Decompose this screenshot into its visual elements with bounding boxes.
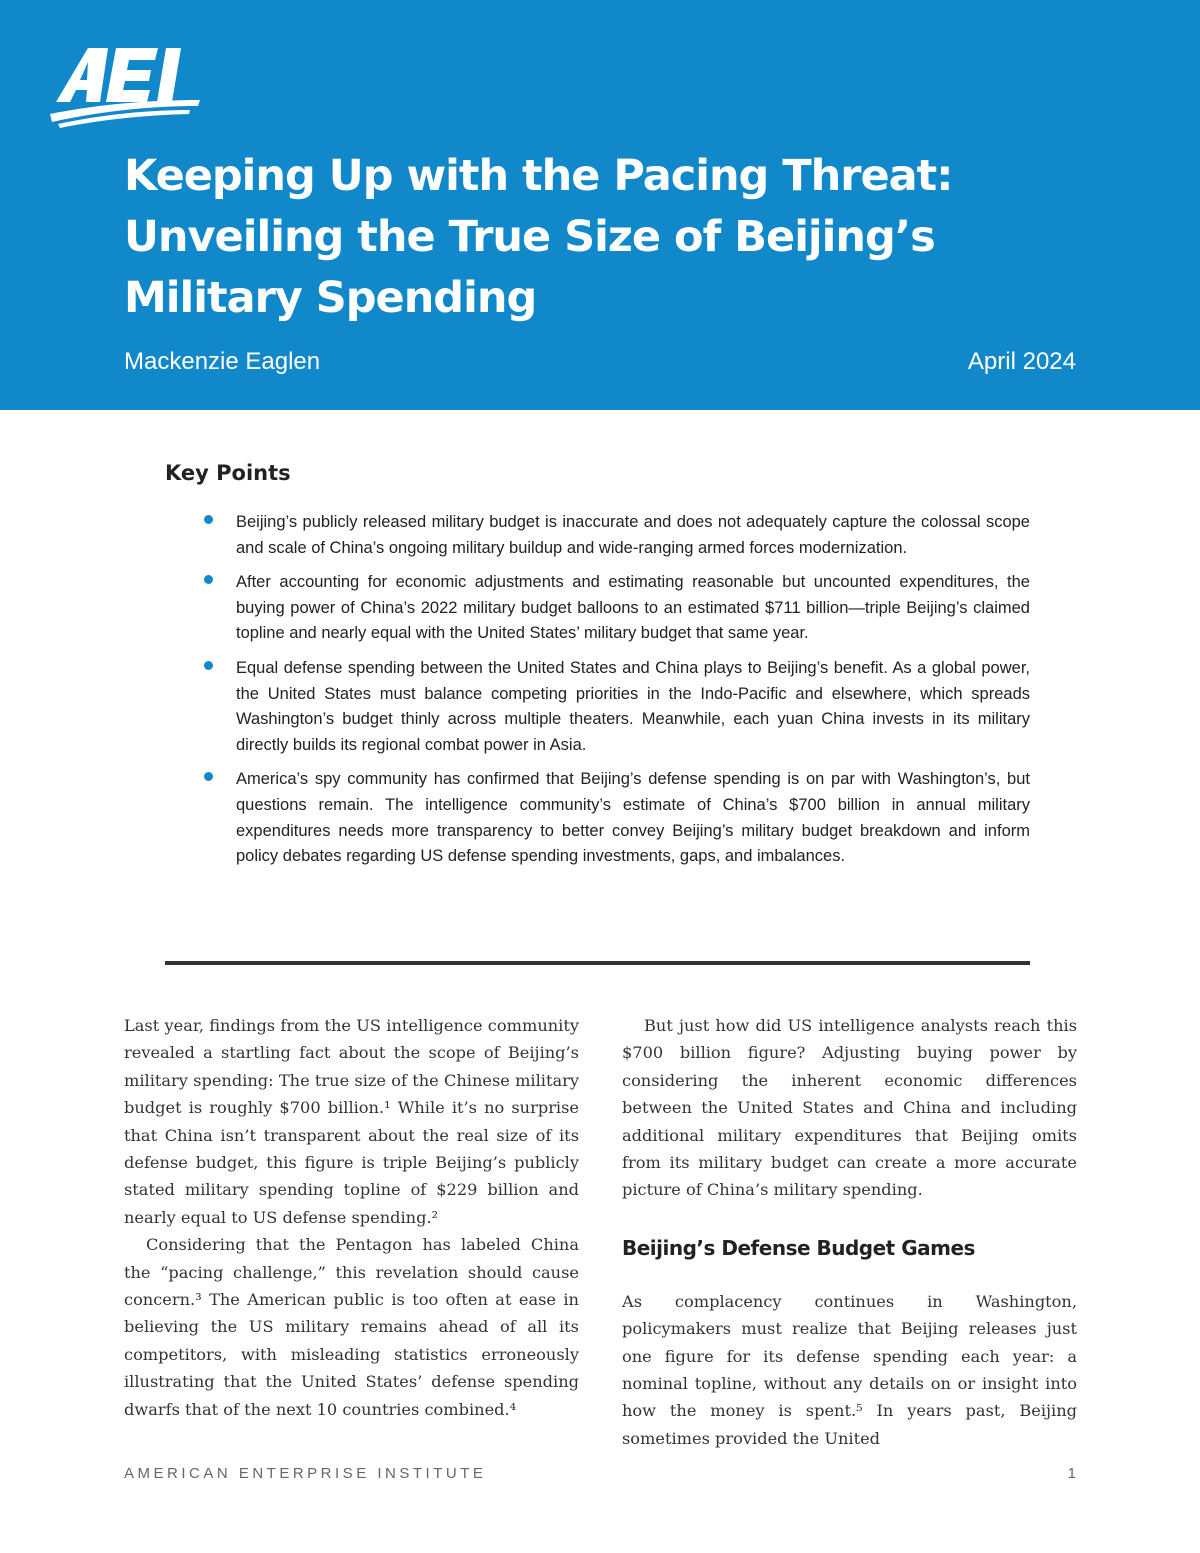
key-points-divider — [165, 961, 1030, 965]
body-paragraph: But just how did US intelligence analysts reach this $700 billion figure? Adjusting buying power by considering the inherent economic differences between the United States and China and including additional military expenditures that Beijing omits from its military budget can create a more accurate picture of China’s military spending. — [622, 1016, 1077, 1200]
key-point-text: Equal defense spending between the United States and China plays to Beijing’s benefit. As a global power, the United States must balance competing priorities in the Indo-Pacific and elsewhere, which spreads Washington’s budget thinly across multiple theaters. Meanwhile, each yuan China invests in its military directly builds its regional combat power in Asia. — [236, 658, 1030, 754]
title-line-1: Keeping Up with the Pacing Threat: — [124, 151, 953, 201]
key-point-text: Beijing’s publicly released military budget is inaccurate and does not adequately capture the colossal scope and scale of China’s ongoing military buildup and wide-ranging armed forces modernization. — [236, 513, 1030, 557]
bullet-icon — [204, 575, 213, 584]
key-point-item — [165, 570, 1030, 647]
author-name: Mackenzie Eaglen — [124, 348, 321, 375]
bullet-icon — [204, 772, 213, 781]
key-points-list — [165, 510, 1030, 879]
key-point-item — [165, 656, 1030, 758]
section-heading: Beijing’s Defense Budget Games — [622, 1235, 975, 1260]
body-paragraph: Considering that the Pentagon has labeled China the “pacing challenge,” this revelation should cause concern.³ The American public is too often at ease in believing the US military remains ahead of all its competitors, with misleading statistics erroneously illustrating that the United States’ defense spending dwarfs that of the next 10 countries combined.⁴ — [124, 1235, 579, 1419]
bullet-icon — [204, 661, 213, 670]
title-line-3: Military Spending — [124, 273, 537, 323]
body-paragraph: Last year, findings from the US intelligence community revealed a startling fact about the scope of Beijing’s military spending: The true size of the Chinese military budget is roughly $700 billion.¹ While it’s no surprise that China isn’t transparent about the real size of its defense budget, this figure is triple Beijing’s publicly stated military spending topline of $229 billion and nearly equal to US defense spending.² — [124, 1016, 579, 1227]
report-title — [124, 146, 1084, 329]
key-point-text: America’s spy community has confirmed that Beijing’s defense spending is on par with Washington’s, but questions remain. The intelligence community’s estimate of China’s $700 billion in annual military expenditures needs more transparency to better convey Beijing’s military budget breakdown and inform policy debates regarding US defense spending investments, gaps, and imbalances. — [236, 770, 1030, 866]
body-column-right — [622, 1012, 1077, 1452]
key-point-item — [165, 767, 1030, 869]
publication-date: April 2024 — [967, 348, 1076, 375]
footer-organization: AMERICAN ENTERPRISE INSTITUTE — [124, 1465, 487, 1482]
body-column-left — [124, 1012, 579, 1423]
key-point-text: After accounting for economic adjustments and estimating reasonable but uncounted expenditures, the buying power of China’s 2022 military budget balloons to an estimated $711 billion—triple Beijing’s claimed topline and nearly equal with the United States’ military budget that same year. — [236, 573, 1030, 643]
page-number: 1 — [1067, 1465, 1076, 1482]
header-banner — [0, 0, 1200, 410]
bullet-icon — [204, 515, 213, 524]
key-points-heading: Key Points — [165, 461, 291, 485]
title-line-2: Unveiling the True Size of Beijing’s — [124, 212, 935, 262]
key-point-item — [165, 510, 1030, 561]
body-paragraph: As complacency continues in Washington, policymakers must realize that Beijing releases just one figure for its defense spending each year: a nominal topline, without any details on or insight into how the money is spent.⁵ In years past, Beijing sometimes provided the United — [622, 1291, 1077, 1448]
aei-logo — [50, 44, 220, 128]
